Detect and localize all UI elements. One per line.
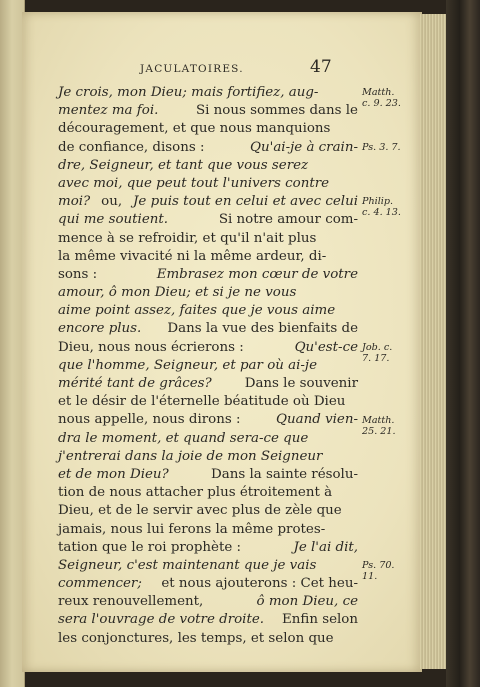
italic-text: sera l'ouvrage de votre droite.	[58, 612, 265, 628]
margin-reference-line: c. 9. 23.	[362, 98, 401, 109]
text-line	[58, 157, 358, 175]
italic-text: mérité tant de grâces?	[58, 376, 212, 391]
italic-text: Je crois, mon Dieu; mais fortifiez, aug-	[58, 85, 319, 100]
italic-text: moi?	[58, 194, 91, 210]
italic-text: dra le moment, et quand sera-ce que	[58, 430, 309, 446]
roman-text: et nous ajouterons : Cet heu-	[161, 576, 358, 592]
margin-reference	[362, 196, 401, 218]
text-line	[58, 320, 358, 338]
text-line	[58, 193, 358, 211]
margin-reference-line: Philip.	[362, 196, 394, 208]
italic-text: et de mon Dieu?	[58, 466, 169, 482]
roman-text: Si notre amour com-	[218, 212, 358, 228]
book-page	[22, 12, 422, 672]
text-line	[58, 393, 358, 411]
roman-text: Si nous sommes dans le	[195, 103, 358, 119]
italic-text: ô mon Dieu, ce	[256, 594, 358, 610]
text-line	[58, 630, 358, 648]
text-line	[58, 375, 358, 393]
text-line	[58, 248, 358, 266]
margin-reference	[362, 342, 392, 364]
roman-text: mence à se refroidir, et qu'il n'ait plus	[58, 230, 317, 246]
text-line	[58, 448, 358, 466]
margin-reference-line: Job. c.	[362, 341, 393, 353]
margin-reference-line: 25. 21.	[362, 425, 396, 437]
margin-reference-line: Matth.	[362, 414, 395, 426]
italic-text: Seigneur, c'est maintenant que je vais	[58, 557, 317, 573]
roman-text: sons :	[58, 266, 98, 282]
roman-text: Dieu, nous nous écrierons :	[58, 339, 244, 355]
italic-text: j'entrerai dans la joie de mon Seigneur	[58, 448, 323, 464]
margin-reference-line: 11.	[362, 571, 378, 583]
italic-text: commencer;	[58, 576, 142, 592]
margin-reference-line: 7. 17.	[362, 352, 390, 364]
text-line	[58, 211, 358, 229]
roman-text: reux renouvellement,	[58, 594, 204, 610]
text-line	[58, 139, 358, 157]
italic-text: avec moi, que peut tout l'univers contre	[58, 175, 330, 191]
italic-text: Embrasez mon cœur de votre	[156, 266, 358, 282]
roman-text: tation que le roi prophète :	[58, 539, 242, 555]
cover-edge	[446, 0, 480, 687]
italic-text: dre, Seigneur, et tant que vous serez	[58, 157, 309, 173]
text-line	[58, 557, 358, 575]
italic-text: qui me soutient.	[58, 212, 169, 228]
italic-text: aime point assez, faites que je vous aime	[58, 303, 336, 319]
roman-text: Dans la vue des bienfaits de	[167, 321, 358, 337]
italic-text: Qu'ai-je à crain-	[250, 139, 358, 155]
margin-reference-line: Ps. 3. 7.	[362, 141, 401, 153]
italic-text: que l'homme, Seigneur, et par où ai-je	[58, 357, 318, 373]
roman-text: les conjonctures, les temps, et selon que	[58, 630, 334, 646]
text-line	[58, 466, 358, 484]
text-line	[58, 484, 358, 502]
text-line	[58, 357, 358, 375]
running-head: JACULATOIRES.	[140, 63, 244, 75]
italic-text: Je puis tout en celui et avec celui	[133, 194, 358, 210]
roman-text: Enfin selon	[282, 612, 358, 628]
text-line	[58, 120, 358, 138]
italic-text: Je l'ai dit,	[293, 539, 358, 555]
text-line	[58, 175, 358, 193]
text-line	[58, 284, 358, 302]
text-line	[58, 339, 358, 357]
page-block-edge	[420, 14, 446, 669]
text-line	[58, 430, 358, 448]
italic-text: encore plus.	[58, 321, 142, 337]
margin-reference-line: Matth.	[362, 87, 395, 98]
margin-reference	[362, 87, 401, 109]
italic-text: amour, ô mon Dieu; et si je ne vous	[58, 285, 297, 301]
text-line	[58, 266, 358, 284]
text-line	[58, 302, 358, 320]
text-line	[58, 84, 358, 102]
margin-reference	[362, 142, 401, 153]
roman-text: découragement, et que nous manquions	[58, 121, 331, 137]
page-number: 47	[310, 57, 332, 77]
text-line	[58, 502, 358, 520]
page-header	[22, 59, 422, 83]
text-line	[58, 102, 358, 120]
roman-text: de confiance, disons :	[58, 139, 205, 155]
text-line	[58, 521, 358, 539]
roman-text: la même vivacité ni la même ardeur, di-	[58, 248, 327, 264]
italic-text: mentez ma foi.	[58, 103, 159, 119]
margin-reference	[362, 560, 394, 582]
margin-reference-line: Ps. 70.	[362, 560, 395, 572]
body-text	[58, 84, 358, 648]
margin-reference-line: c. 4. 13.	[362, 207, 401, 219]
roman-text: ou,	[101, 194, 123, 210]
roman-text: tion de nous attacher plus étroitement à	[58, 485, 333, 501]
roman-text: Dans la sainte résolu-	[210, 466, 358, 482]
text-line	[58, 575, 358, 593]
text-line	[58, 411, 358, 429]
roman-text: jamais, nous lui ferons la même protes-	[58, 521, 326, 537]
text-line	[58, 593, 358, 611]
text-line	[58, 611, 358, 629]
italic-text: Quand vien-	[276, 412, 358, 428]
text-line	[58, 230, 358, 248]
roman-text: nous appelle, nous dirons :	[58, 412, 241, 428]
text-line	[58, 539, 358, 557]
margin-reference	[362, 415, 396, 437]
roman-text: et le désir de l'éternelle béatitude où Dieu	[58, 394, 346, 410]
italic-text: Qu'est-ce	[294, 339, 358, 355]
roman-text: Dans le souvenir	[244, 376, 358, 391]
roman-text: Dieu, et de le servir avec plus de zèle que	[58, 503, 342, 519]
